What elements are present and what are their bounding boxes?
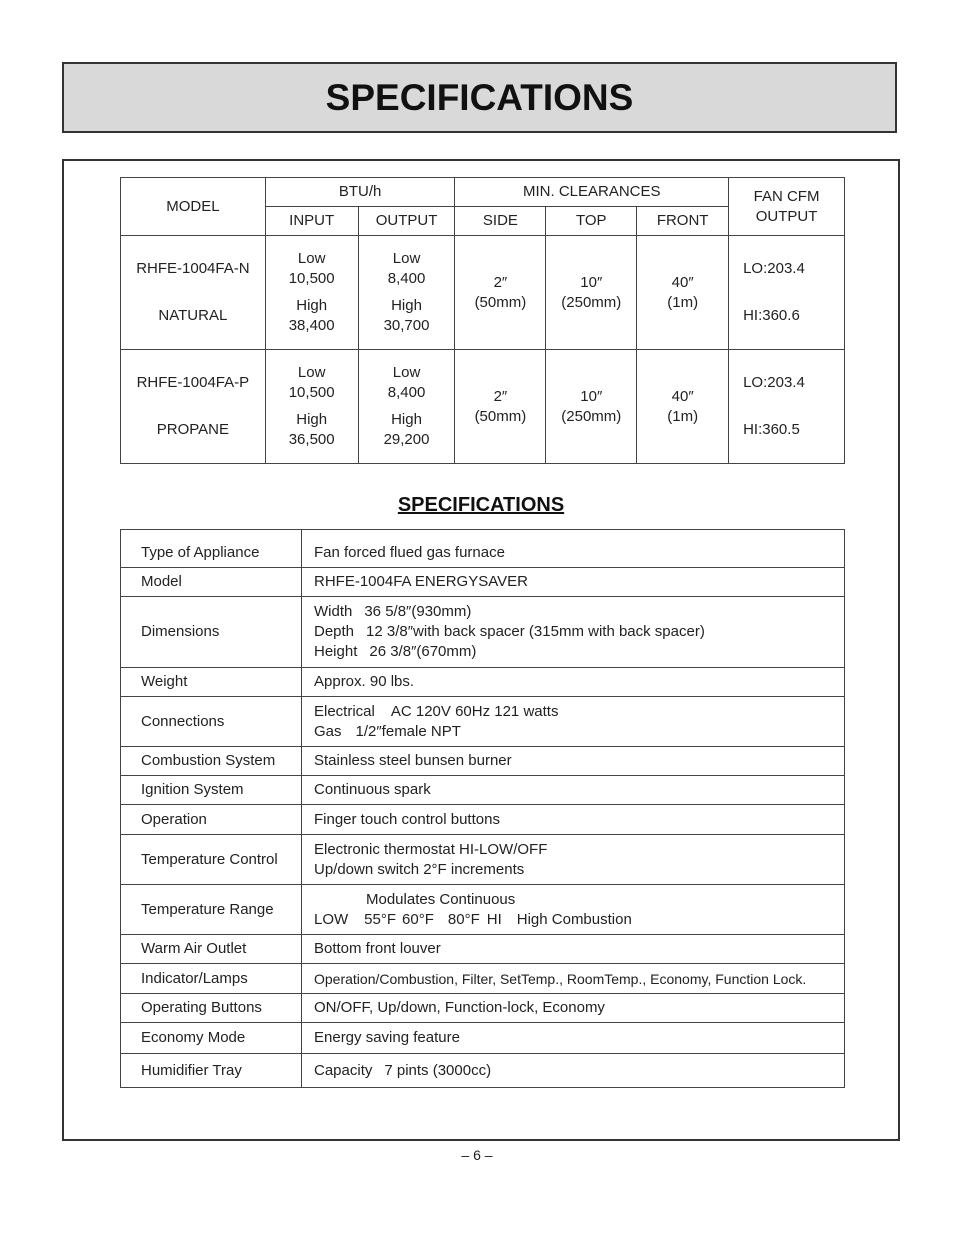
output-low-value: 8,400	[387, 384, 426, 401]
spec-label: Combustion System	[121, 747, 302, 776]
fan-hi: HI:360.6	[743, 307, 800, 324]
dim-height-value: 26 3/8″(670mm)	[369, 643, 477, 660]
output-cell	[358, 350, 455, 464]
table-row	[121, 568, 845, 597]
header-output: OUTPUT	[358, 207, 455, 236]
conn-gas-value: 1/2″female NPT	[355, 722, 461, 740]
hum-cap-value: 7 pints (3000cc)	[384, 1061, 492, 1079]
table-row	[121, 835, 845, 885]
fan-hi: HI:360.5	[743, 421, 800, 438]
front-inches: 40″	[671, 387, 694, 405]
specifications-subtitle: SPECIFICATIONS	[397, 494, 565, 516]
spec-value: Stainless steel bunsen burner	[302, 747, 845, 776]
spec-value: Operation/Combustion, Filter, SetTemp., RoomTemp., Economy, Function Lock.	[302, 964, 845, 994]
header-input: INPUT	[265, 207, 358, 236]
dim-depth-value: 12 3/8″with back spacer (315mm with back spacer)	[366, 623, 705, 640]
fan-cell	[729, 236, 845, 350]
input-cell	[265, 236, 358, 350]
conn-gas	[314, 722, 844, 742]
tr-hi: HI	[486, 910, 502, 928]
input-low-label: Low	[297, 250, 326, 267]
model-cell	[121, 350, 266, 464]
table-row	[121, 350, 845, 464]
page-number: – 6 –	[461, 1147, 493, 1163]
header-front: FRONT	[637, 207, 729, 236]
spec-label: Type of Appliance	[121, 530, 302, 568]
spec-value	[302, 1054, 845, 1088]
input-low-value: 10,500	[288, 384, 335, 401]
header-fan-line2: OUTPUT	[755, 207, 818, 225]
side-inches: 2″	[493, 387, 508, 405]
spec-value	[302, 835, 845, 885]
front-cell	[637, 236, 729, 350]
dim-depth	[314, 622, 844, 642]
model-cell	[121, 236, 266, 350]
page-title: SPECIFICATIONS	[325, 76, 634, 118]
spec-label: Operation	[121, 805, 302, 835]
spec-label: Weight	[121, 668, 302, 697]
conn-elec-value: AC 120V 60Hz 121 watts	[390, 702, 559, 720]
top-inches: 10″	[580, 387, 603, 405]
spec-label: Dimensions	[121, 597, 302, 668]
spec-label: Temperature Control	[121, 835, 302, 885]
table-row	[121, 236, 845, 350]
spec-label: Connections	[121, 697, 302, 747]
spec-value: Continuous spark	[302, 776, 845, 805]
spec-value: Bottom front louver	[302, 935, 845, 964]
tr-combustion: High Combustion	[516, 910, 632, 928]
conn-gas-label: Gas	[314, 722, 342, 740]
output-high-label: High	[391, 297, 422, 314]
model-table	[120, 177, 845, 464]
front-m: (1m)	[667, 293, 699, 311]
header-side: SIDE	[455, 207, 546, 236]
front-inches: 40″	[671, 273, 694, 291]
fuel-type: NATURAL	[158, 307, 228, 324]
spec-value	[302, 697, 845, 747]
header-clearances: MIN. CLEARANCES	[455, 178, 729, 207]
spec-value	[302, 885, 845, 935]
side-cell	[455, 350, 546, 464]
input-high-value: 38,400	[288, 317, 335, 334]
dim-width-label: Width	[314, 603, 353, 620]
input-low-value: 10,500	[288, 270, 335, 287]
output-high-label: High	[391, 411, 422, 428]
top-cell	[546, 350, 637, 464]
spec-value: RHFE-1004FA ENERGYSAVER	[302, 568, 845, 597]
spec-value: Finger touch control buttons	[302, 805, 845, 835]
spec-label: Economy Mode	[121, 1023, 302, 1054]
model-table-header-row	[121, 178, 845, 207]
table-row	[121, 1023, 845, 1054]
model-number: RHFE-1004FA-P	[136, 374, 250, 391]
dim-depth-label: Depth	[314, 623, 355, 640]
header-fan-line1: FAN CFM	[753, 187, 820, 205]
input-cell	[265, 350, 358, 464]
model-number: RHFE-1004FA-N	[136, 260, 250, 277]
spec-value: Fan forced flued gas furnace	[302, 530, 845, 568]
header-btu: BTU/h	[265, 178, 455, 207]
spec-label: Operating Buttons	[121, 994, 302, 1023]
fan-cell	[729, 350, 845, 464]
table-row	[121, 964, 845, 994]
spec-label: Ignition System	[121, 776, 302, 805]
tr-line2	[314, 910, 844, 930]
content-frame	[62, 159, 900, 1141]
spec-value: Approx. 90 lbs.	[302, 668, 845, 697]
tc-line2: Up/down switch 2°F increments	[314, 860, 525, 878]
title-banner	[62, 62, 897, 133]
fan-lo: LO:203.4	[743, 374, 805, 391]
table-row	[121, 697, 845, 747]
table-row	[121, 597, 845, 668]
top-inches: 10″	[580, 273, 603, 291]
table-row	[121, 805, 845, 835]
table-row	[121, 530, 845, 568]
tr-temp2: 60°F	[402, 910, 434, 928]
front-m: (1m)	[667, 407, 699, 425]
input-high-value: 36,500	[288, 431, 335, 448]
table-row	[121, 668, 845, 697]
table-row	[121, 994, 845, 1023]
output-cell	[358, 236, 455, 350]
hum-cap-label: Capacity	[314, 1061, 373, 1079]
front-cell	[637, 350, 729, 464]
top-mm: (250mm)	[561, 293, 622, 311]
spec-value: Energy saving feature	[302, 1023, 845, 1054]
output-high-value: 30,700	[383, 317, 430, 334]
side-mm: (50mm)	[474, 407, 527, 425]
top-mm: (250mm)	[561, 407, 622, 425]
table-row	[121, 747, 845, 776]
tr-temp1: 55°F	[364, 910, 397, 928]
output-low-label: Low	[392, 250, 421, 267]
dim-width-value: 36 5/8″(930mm)	[364, 603, 472, 620]
header-fan	[729, 178, 845, 236]
input-low-label: Low	[297, 364, 326, 381]
table-row	[121, 885, 845, 935]
input-high-label: High	[296, 297, 328, 314]
conn-electrical	[314, 702, 844, 722]
spec-value	[302, 597, 845, 668]
fuel-type: PROPANE	[156, 421, 229, 438]
spec-label: Indicator/Lamps	[121, 964, 302, 994]
spec-label: Humidifier Tray	[121, 1054, 302, 1088]
output-high-value: 29,200	[383, 431, 430, 448]
dim-height-label: Height	[314, 643, 358, 660]
output-low-value: 8,400	[387, 270, 426, 287]
output-low-label: Low	[392, 364, 421, 381]
side-inches: 2″	[493, 273, 508, 291]
spec-label: Temperature Range	[121, 885, 302, 935]
specifications-table	[120, 529, 845, 1088]
spec-label: Warm Air Outlet	[121, 935, 302, 964]
tr-low: LOW	[314, 910, 349, 928]
side-cell	[455, 236, 546, 350]
top-cell	[546, 236, 637, 350]
side-mm: (50mm)	[474, 293, 527, 311]
fan-lo: LO:203.4	[743, 260, 805, 277]
table-row	[121, 776, 845, 805]
tc-line1: Electronic thermostat HI-LOW/OFF	[314, 840, 548, 858]
header-top: TOP	[546, 207, 637, 236]
spec-label: Model	[121, 568, 302, 597]
table-row	[121, 1054, 845, 1088]
header-model: MODEL	[121, 178, 266, 236]
dim-height	[314, 642, 844, 662]
spec-value: ON/OFF, Up/down, Function-lock, Economy	[302, 994, 845, 1023]
tr-line1: Modulates Continuous	[366, 890, 516, 908]
conn-elec-label: Electrical	[314, 702, 375, 720]
input-high-label: High	[296, 411, 328, 428]
tr-temp3: 80°F	[447, 910, 480, 928]
dim-width	[314, 602, 844, 622]
table-row	[121, 935, 845, 964]
